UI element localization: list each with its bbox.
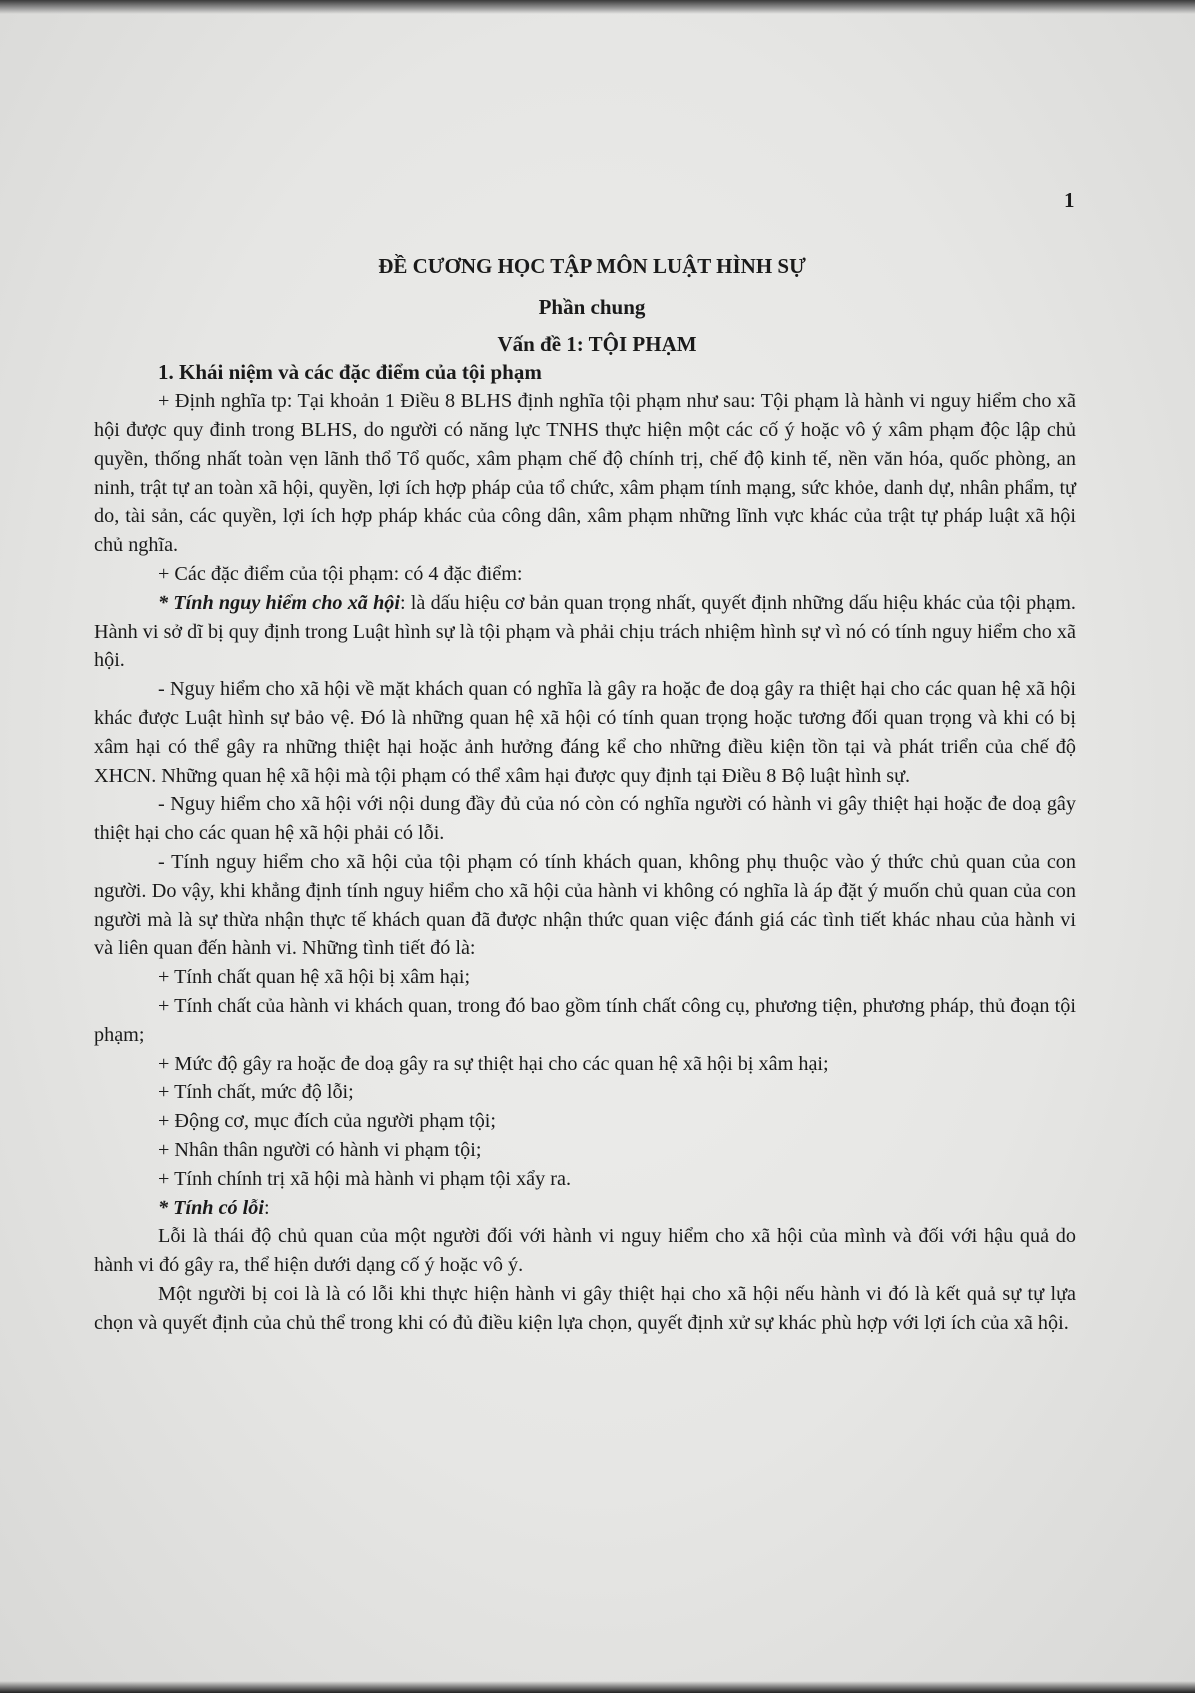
document-body <box>94 252 1076 1337</box>
paragraph-features: + Các đặc điểm của tội phạm: có 4 đặc điểm: <box>158 562 523 585</box>
danger-text: : là dấu hiệu cơ bản quan trọng nhất, quyết định những dấu hiệu khác của tội phạm. Hành vi sở dĩ bị quy định trong Luật hình sự là tội phạm và phải chịu trách nhiệm hình sự vì nó có tính nguy hiểm cho xã hội. <box>94 591 1076 672</box>
list-item-circumstance: + Mức độ gây ra hoặc đe doạ gây ra sự thiệt hại cho các quan hệ xã hội bị xâm hại; <box>158 1052 829 1075</box>
fault-heading-colon: : <box>264 1196 270 1219</box>
paragraph-objective: - Nguy hiểm cho xã hội về mặt khách quan có nghĩa là gây ra hoặc đe doạ gây ra thiệt hại cho các quan hệ xã hội khác được Luật hình sự bảo vệ. Đó là những quan hệ xã hội có tính quan trọng hoặc tương đối quan trọng và khi có bị xâm hại có thể gây ra những thiệt hại hoặc ảnh hưởng đáng kể cho những điều kiện tồn tại và phát triển của chế độ XHCN. Những quan hệ xã hội mà tội phạm có thể xâm hại được quy định tại Điều 8 Bộ luật hình sự. <box>94 678 1076 787</box>
paragraph-danger <box>94 589 1076 675</box>
part-heading: Phần chung <box>538 294 646 319</box>
list-item-circumstance: + Động cơ, mục đích của người phạm tội; <box>158 1110 497 1133</box>
paragraph-fault-person: Một người bị coi là là có lỗi khi thực hiện hành vi gây thiệt hại cho xã hội nếu hành vi đó là kết quả sự tự lựa chọn và quyết định của chủ thể trong khi có đủ điều kiện lựa chọn, quyết định xử sự khác phù hợp với lợi ích của xã hội. <box>94 1282 1076 1334</box>
page-number: 1 <box>1064 188 1075 212</box>
list-item-circumstance: + Tính chất, mức độ lỗi; <box>158 1081 354 1104</box>
paragraph-fault-heading <box>94 1194 1076 1223</box>
scan-top-edge <box>0 0 1195 14</box>
document-title: ĐỀ CƯƠNG HỌC TẬP MÔN LUẬT HÌNH SỰ <box>378 254 806 278</box>
list-item-circumstance: + Tính chính trị xã hội mà hành vi phạm tội xẩy ra. <box>158 1167 571 1190</box>
paragraph-nature: - Tính nguy hiểm cho xã hội của tội phạm có tính khách quan, không phụ thuộc vào ý thức chủ quan của con người. Do vậy, khi khẳng định tính nguy hiểm cho xã hội của hành vi không có nghĩa là áp đặt ý muốn chủ quan của con người mà là sự thừa nhận thực tế khách quan đã được nhận thức quan việc đánh giá các tình tiết khác nhau của hành vi và liên quan đến hành vi. Những tình tiết đó là: <box>94 850 1076 960</box>
section-heading: 1. Khái niệm và các đặc điểm của tội phạm <box>158 360 542 385</box>
paragraph-definition: + Định nghĩa tp: Tại khoản 1 Điều 8 BLHS định nghĩa tội phạm như sau: Tội phạm là hành vi nguy hiểm cho xã hội được quy đinh trong BLHS, do người có năng lực TNHS thực hiện một các cố ý hoặc vô ý xâm phạm độc lập chủ quyền, thống nhất toàn vẹn lãnh thổ Tổ quốc, xâm phạm chế độ chính trị, chế độ kinh tế, nền văn hóa, quốc phòng, an ninh, trật tự an toàn xã hội, quyền, lợi ích hợp pháp của tổ chức, xâm phạm tính mạng, sức khỏe, danh dự, nhân phẩm, tự do, tài sản, các quyền, lợi ích hợp pháp khác của công dân, xâm phạm những lĩnh vực khác của trật tự pháp luật xã hội chủ nghĩa. <box>94 390 1076 557</box>
scan-bottom-edge <box>0 1681 1195 1693</box>
list-item-circumstance: + Tính chất quan hệ xã hội bị xâm hại; <box>158 966 471 989</box>
paragraph-full-content: - Nguy hiểm cho xã hội với nội dung đầy đủ của nó còn có nghĩa người có hành vi gây thiệt hại hoặc đe doạ gây thiệt hại cho các quan hệ xã hội phải có lỗi. <box>94 793 1076 845</box>
issue-heading: Vấn đề 1: TỘI PHẠM <box>497 331 697 356</box>
fault-heading: * Tính có lỗi <box>158 1196 264 1219</box>
paragraph-fault-definition: Lỗi là thái độ chủ quan của một người đối với hành vi nguy hiểm cho xã hội của mình và đối với hậu quả do hành vi đó gây ra, thể hiện dưới dạng cố ý hoặc vô ý. <box>94 1225 1076 1277</box>
list-item-circumstance: + Tính chất của hành vi khách quan, trong đó bao gồm tính chất công cụ, phương tiện, phương pháp, thủ đoạn tội phạm; <box>94 994 1076 1046</box>
danger-heading: * Tính nguy hiểm cho xã hội <box>158 591 401 614</box>
list-item-circumstance: + Nhân thân người có hành vi phạm tội; <box>158 1138 482 1161</box>
